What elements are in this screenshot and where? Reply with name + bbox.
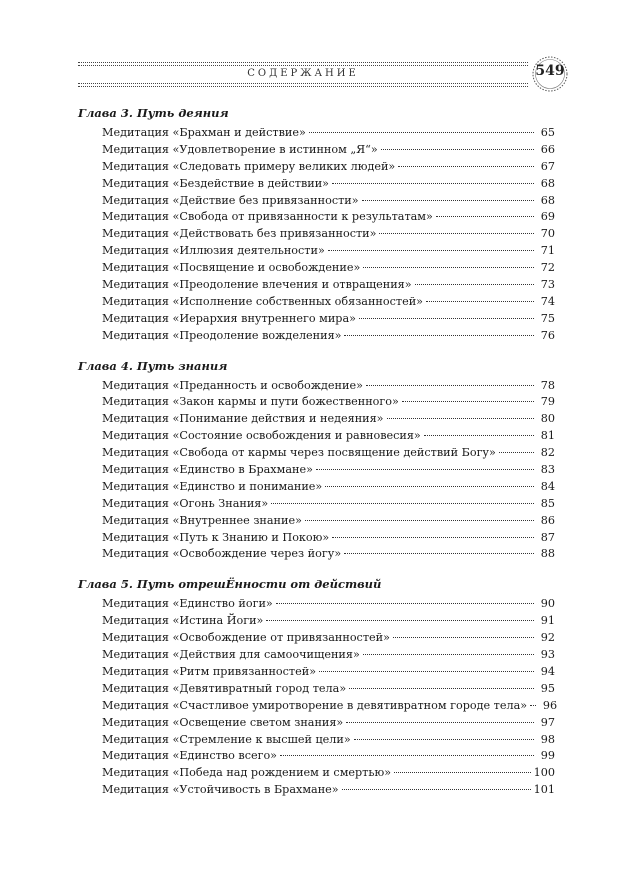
toc-entry[interactable] — [78, 479, 555, 496]
toc-entry[interactable] — [78, 513, 555, 530]
toc-entry-title: Медитация «Брахман и действие» — [102, 126, 306, 139]
toc-entry[interactable] — [78, 428, 555, 445]
toc-entry[interactable] — [78, 209, 555, 226]
dot-leader — [402, 401, 534, 402]
toc-entry[interactable] — [78, 193, 555, 210]
toc-entry-page: 101 — [533, 783, 555, 797]
toc-entry-page: 97 — [540, 715, 555, 729]
toc-entry-title: Медитация «Ритм привязанностей» — [102, 664, 317, 678]
dot-leader — [387, 418, 534, 419]
toc-entry-page: 91 — [540, 614, 555, 628]
toc-entry-page: 65 — [540, 126, 555, 139]
toc-entry-title: Медитация «Единство всего» — [102, 749, 278, 763]
dot-leader — [309, 132, 534, 133]
toc-entry-title: Медитация «Освещение светом знания» — [102, 715, 344, 729]
toc-entry-title: Медитация «Огонь Знания» — [102, 496, 269, 510]
toc-entry-page: 99 — [540, 749, 555, 763]
dot-leader — [354, 739, 534, 740]
toc-entry-page: 92 — [540, 631, 555, 645]
dot-leader — [344, 553, 534, 554]
dot-leader — [359, 318, 534, 319]
toc-entry[interactable] — [78, 530, 555, 547]
dot-leader — [332, 537, 534, 538]
toc-entry[interactable] — [78, 596, 555, 613]
toc-entry-title: Медитация «Устойчивость в Брахмане» — [102, 783, 339, 797]
dot-leader — [363, 654, 534, 655]
toc-entry-page: 70 — [540, 227, 555, 241]
toc-entry[interactable] — [78, 748, 555, 765]
toc-entry-title: Медитация «Единство йоги» — [102, 597, 273, 611]
toc-entry-title: Медитация «Действия для самоочищения» — [102, 648, 360, 662]
toc-entry-page: 98 — [540, 732, 555, 746]
toc-entry-page: 79 — [540, 395, 555, 409]
dot-leader — [266, 620, 534, 621]
running-header — [78, 56, 568, 96]
toc-entry-page: 87 — [540, 530, 555, 544]
toc-entry[interactable] — [78, 176, 555, 193]
toc-entry[interactable] — [78, 496, 555, 513]
toc-entry[interactable] — [78, 226, 555, 243]
toc-entry-page: 88 — [540, 547, 555, 561]
toc-entry-title: Медитация «Закон кармы и пути божественного» — [102, 395, 399, 409]
toc-entry-title: Медитация «Путь к Знанию и Покою» — [102, 530, 330, 544]
toc-entry[interactable] — [78, 613, 555, 630]
toc-entry-title: Медитация «Внутреннее знание» — [102, 513, 302, 527]
toc-entry-title: Медитация «Стремление к высшей цели» — [102, 732, 351, 746]
dot-leader — [398, 166, 534, 167]
toc-entry[interactable] — [78, 445, 555, 462]
toc-entry-page: 96 — [542, 698, 558, 712]
dot-leader — [394, 772, 531, 773]
toc-entry-title: Медитация «Иерархия внутреннего мира» — [102, 311, 356, 325]
chapter-heading: Глава 5. Путь отрешЁнности от действий — [78, 577, 382, 592]
header-rule-bottom — [78, 83, 528, 84]
toc-entry[interactable] — [78, 681, 555, 698]
toc-entry-page: 72 — [540, 261, 555, 275]
toc-entry-page: 69 — [540, 210, 555, 224]
dot-leader — [393, 637, 534, 638]
dot-leader — [379, 233, 534, 234]
toc-entry-page: 83 — [540, 463, 555, 477]
toc-entry-page: 66 — [540, 142, 555, 156]
dot-leader — [332, 183, 534, 184]
chapter-section — [78, 359, 555, 564]
toc-entry[interactable] — [78, 125, 555, 142]
toc-entry[interactable] — [78, 328, 555, 345]
dot-leader — [325, 486, 534, 487]
toc-entry-page: 95 — [540, 681, 555, 695]
toc-entry[interactable] — [78, 630, 555, 647]
toc-entry-title: Медитация «Истина Йоги» — [102, 614, 264, 628]
toc-entry[interactable] — [78, 732, 555, 749]
toc-entry-page: 86 — [540, 513, 555, 527]
chapter-section — [78, 106, 555, 345]
toc-entry-page: 85 — [540, 496, 555, 510]
toc-entry[interactable] — [78, 647, 555, 664]
toc-entry[interactable] — [78, 142, 555, 159]
toc-entry-title: Медитация «Девятивратный город тела» — [102, 681, 347, 695]
dot-leader — [424, 435, 534, 436]
page-number-badge — [530, 54, 570, 94]
toc-entry[interactable] — [78, 294, 555, 311]
toc-entry-page: 78 — [540, 378, 555, 392]
toc-entry-page: 81 — [540, 429, 555, 443]
toc-entry-page: 84 — [540, 479, 555, 493]
toc-entry[interactable] — [78, 782, 555, 799]
toc-entry-title: Медитация «Удовлетворение в истинном „Я“» — [102, 142, 378, 156]
toc-entry-title: Медитация «Иллюзия деятельности» — [102, 244, 325, 258]
toc-entry-title: Медитация «Действовать без привязанности» — [102, 227, 377, 241]
dot-leader — [344, 335, 534, 336]
toc-entry-title: Медитация «Следовать примеру великих людей» — [102, 159, 396, 173]
toc-entry[interactable] — [78, 260, 555, 277]
toc-entry-title: Медитация «Преодоление влечения и отвращения» — [102, 278, 412, 292]
dot-leader — [362, 200, 534, 201]
toc-entry[interactable] — [78, 664, 555, 681]
toc-entry[interactable] — [78, 715, 555, 732]
toc-entry-title: Медитация «Свобода от привязанности к результатам» — [102, 210, 433, 224]
toc-entry[interactable] — [78, 698, 558, 715]
toc-entry-title: Медитация «Понимание действия и недеяния» — [102, 412, 384, 426]
chapter-section — [78, 577, 558, 799]
toc-entry[interactable] — [78, 411, 555, 428]
toc-entry-page: 100 — [533, 766, 555, 780]
header-rule-top — [78, 62, 528, 63]
toc-entry[interactable] — [78, 546, 555, 563]
dot-leader — [305, 520, 534, 521]
toc-entry-page: 80 — [540, 412, 555, 426]
toc-entry-title: Медитация «Счастливое умиротворение в девятивратном городе тела» — [102, 698, 528, 712]
dot-leader — [346, 722, 534, 723]
dot-leader — [316, 469, 534, 470]
toc-entry-title: Медитация «Освобождение через йогу» — [102, 547, 342, 561]
dot-leader — [381, 149, 534, 150]
toc-entry-title: Медитация «Преданность и освобождение» — [102, 378, 363, 392]
toc-entry-page: 82 — [540, 446, 555, 460]
toc-entry-title: Медитация «Освобождение от привязанностей» — [102, 631, 390, 645]
dot-leader — [349, 688, 534, 689]
toc-entry-page: 68 — [540, 176, 555, 190]
toc-entry[interactable] — [78, 765, 555, 782]
toc-entry-title: Медитация «Преодоление вожделения» — [102, 328, 342, 342]
toc-entry-title: Медитация «Состояние освобождения и равновесия» — [102, 429, 421, 443]
page-number: 549 — [535, 63, 565, 79]
header-rule-bottom-second — [78, 86, 528, 87]
header-rule-top-second — [78, 65, 528, 66]
dot-leader — [415, 284, 534, 285]
toc-entry-title: Медитация «Единство в Брахмане» — [102, 463, 313, 477]
toc-entry-title: Медитация «Победа над рождением и смертью» — [102, 766, 392, 780]
toc-entry-page: 67 — [540, 159, 555, 173]
dot-leader — [280, 755, 534, 756]
toc-entry-title: Медитация «Действие без привязанности» — [102, 193, 359, 207]
dot-leader — [426, 301, 534, 302]
dot-leader — [366, 385, 534, 386]
toc-entry[interactable] — [78, 159, 555, 176]
toc-entry-page: 71 — [540, 244, 555, 258]
dot-leader — [530, 705, 536, 706]
toc-entry-title: Медитация «Исполнение собственных обязанностей» — [102, 294, 423, 308]
toc-entry[interactable] — [78, 462, 555, 479]
toc-entry[interactable] — [78, 277, 555, 294]
toc-entry-page: 76 — [540, 328, 555, 342]
toc-entry[interactable] — [78, 311, 555, 328]
toc-entry-page: 74 — [540, 294, 555, 308]
toc-entry-title: Медитация «Единство и понимание» — [102, 479, 323, 493]
dot-leader — [499, 452, 534, 453]
toc-entry[interactable] — [78, 378, 555, 395]
toc-entry-page: 94 — [540, 664, 555, 678]
dot-leader — [436, 216, 534, 217]
toc-entry-page: 75 — [540, 311, 555, 325]
dot-leader — [319, 671, 534, 672]
chapter-heading: Глава 4. Путь знания — [78, 358, 228, 373]
table-of-contents — [78, 106, 558, 813]
dot-leader — [342, 789, 531, 790]
toc-entry[interactable] — [78, 394, 555, 411]
toc-entry-title: Медитация «Бездействие в действии» — [102, 176, 330, 190]
toc-entry-page: 90 — [540, 597, 555, 611]
toc-entry-title: Медитация «Посвящение и освобождение» — [102, 261, 361, 275]
toc-entry-title: Медитация «Свобода от кармы через посвящение действий Богу» — [102, 446, 496, 460]
dot-leader — [271, 503, 534, 504]
toc-entry-page: 68 — [540, 193, 555, 207]
dot-leader — [276, 603, 534, 604]
header-title: СОДЕРЖАНИЕ — [247, 68, 359, 79]
dot-leader — [328, 250, 534, 251]
toc-entry[interactable] — [78, 243, 555, 260]
toc-entry-page: 93 — [540, 648, 555, 662]
chapter-heading: Глава 3. Путь деяния — [78, 106, 229, 120]
toc-entry-page: 73 — [540, 278, 555, 292]
dot-leader — [363, 267, 534, 268]
